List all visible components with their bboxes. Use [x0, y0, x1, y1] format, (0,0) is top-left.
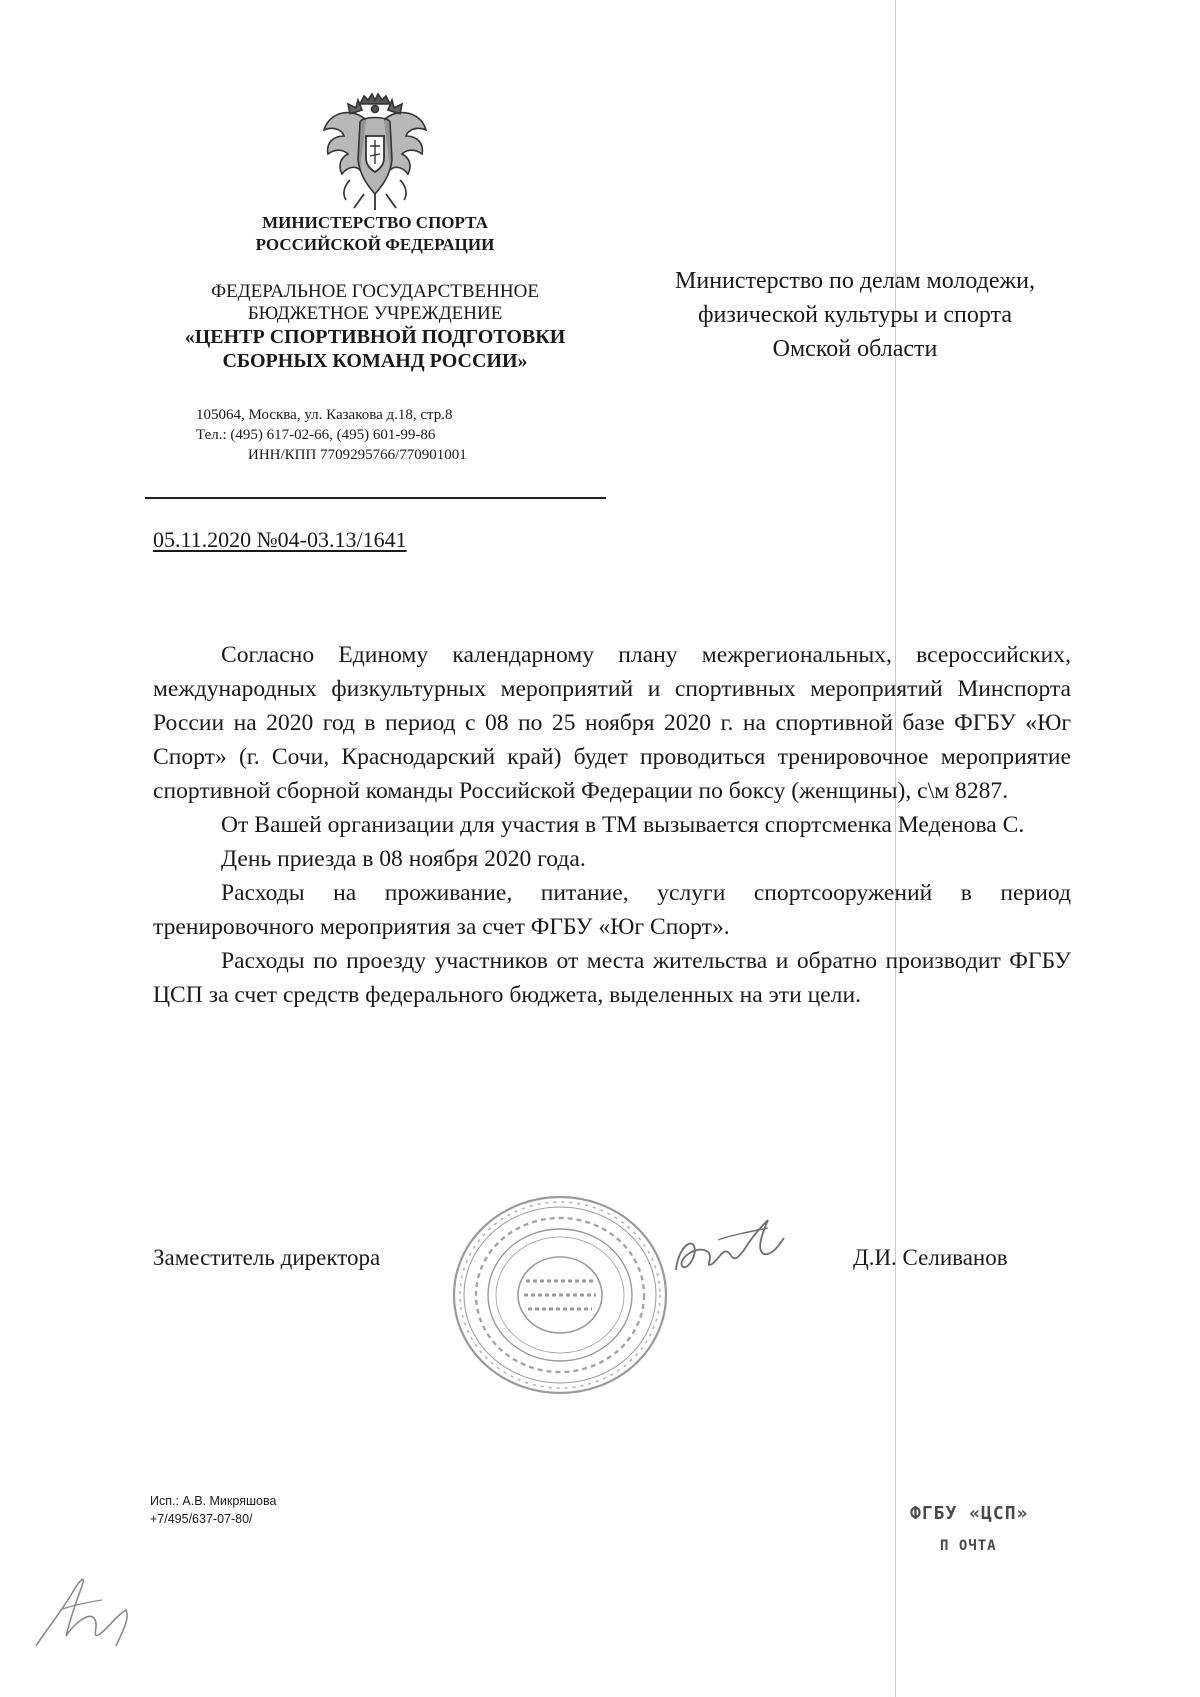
- body-paragraph: Расходы на проживание, питание, услуги спортсооружений в период тренировочного мероприятия за счет ФГБУ «Юг Спорт».: [153, 880, 1071, 940]
- letterhead-divider: [145, 497, 606, 499]
- mail-receipt-stamp: [910, 1503, 1090, 1554]
- executor-phone: +7/495/637-07-80/: [150, 1512, 253, 1526]
- institution-name: [140, 281, 610, 373]
- body-paragraph: От Вашей организации для участия в ТМ вызывается спортсменка Меденова С.: [221, 812, 1025, 838]
- official-seal-icon: [440, 1185, 680, 1405]
- ministry-line: РОССИЙСКОЙ ФЕДЕРАЦИИ: [255, 235, 495, 254]
- ministry-name: [140, 212, 610, 256]
- signatory-name: Д.И. Селиванов: [853, 1245, 1008, 1270]
- institution-type-line: БЮДЖЕТНОЕ УЧРЕЖДЕНИЕ: [247, 303, 503, 324]
- executor-name: Исп.: А.В. Микряшова: [150, 1494, 277, 1508]
- body-paragraph: Согласно Единому календарному плану межрегиональных, всероссийских, международных физкультурных мероприятий и спортивных мероприятий Минспорта России на 2020 год в период с 08 по 25 ноября 2020 г. на спортивной базе ФГБУ «Юг Спорт» (г. Сочи, Краснодарский край) будет проводиться тренировочное мероприятие спортивной сборной команды Российской Федерации по боксу (женщины), с\м 8287.: [153, 642, 1071, 804]
- institution-type-line: ФЕДЕРАЛЬНОЕ ГОСУДАРСТВЕННОЕ: [211, 281, 539, 302]
- recipient-block: [625, 264, 1085, 366]
- sender-address: 105064, Москва, ул. Казакова д.18, стр.8: [196, 407, 453, 423]
- coat-of-arms-icon: [320, 90, 430, 212]
- letter-body: [153, 638, 1071, 1012]
- signatory-position: Заместитель директора: [153, 1245, 381, 1270]
- mail-stamp-label: П ОЧТА: [940, 1538, 997, 1554]
- registration-number: 05.11.2020 №04-03.13/1641: [153, 527, 407, 552]
- recipient-line: физической культуры и спорта: [697, 302, 1012, 328]
- recipient-line: Министерство по делам молодежи,: [675, 268, 1035, 294]
- handwritten-mark: [30, 1560, 140, 1655]
- body-paragraph: День приезда в 08 ноября 2020 года.: [221, 846, 586, 872]
- body-paragraph: Расходы по проезду участников от места жительства и обратно производит ФГБУ ЦСП за счет средств федерального бюджета, выделенных на эти цели.: [153, 948, 1071, 1008]
- sender-inn-kpp: ИНН/КПП 7709295766/770901001: [248, 447, 467, 463]
- institution-title-line: «ЦЕНТР СПОРТИВНОЙ ПОДГОТОВКИ: [184, 326, 566, 348]
- institution-title-line: СБОРНЫХ КОМАНД РОССИИ»: [222, 350, 528, 372]
- recipient-line: Омской области: [772, 336, 938, 362]
- director-signature: [668, 1210, 788, 1290]
- mail-stamp-org: ФГБУ «ЦСП»: [910, 1503, 1029, 1524]
- sender-phone: Тел.: (495) 617-02-66, (495) 601-99-86: [196, 427, 436, 443]
- executor-info: [150, 1492, 276, 1528]
- ministry-line: МИНИСТЕРСТВО СПОРТА: [262, 213, 488, 232]
- sender-contacts: [190, 405, 560, 465]
